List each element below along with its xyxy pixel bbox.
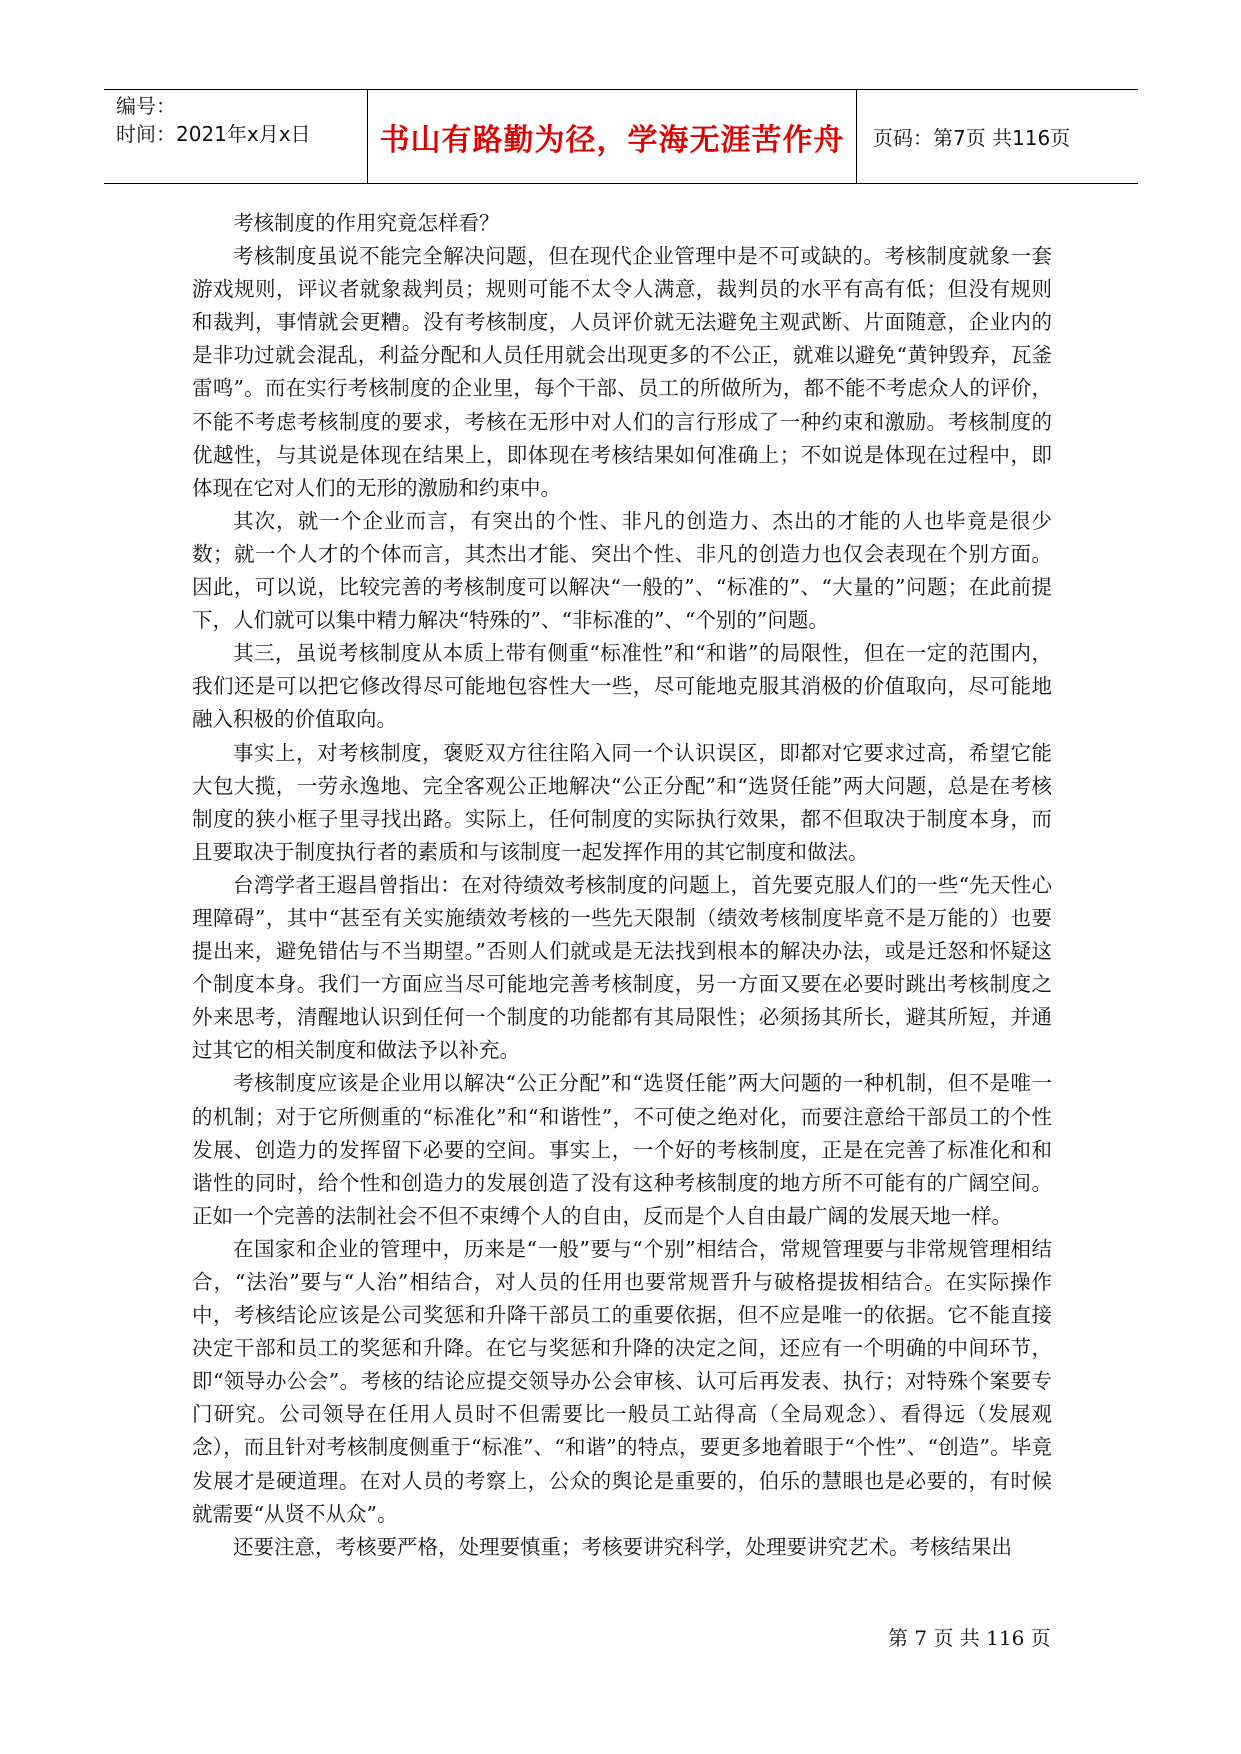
body-paragraph: 还要注意，考核要严格，处理要慎重；考核要讲究科学，处理要讲究艺术。考核结果出 <box>233 1534 1012 1559</box>
header-meta <box>104 90 368 183</box>
header-motto: 书山有路勤为径，学海无涯苦作舟 <box>368 90 857 183</box>
header-page-number: 页码：第7页 共116页 <box>873 126 1071 150</box>
body-paragraph: 台湾学者王遐昌曾指出：在对待绩效考核制度的问题上，首先要克服人们的一些“先天性心理障碍”，其中“甚至有关实施绩效考核的一些先天限制（绩效考核制度毕竟不是万能的）也要提出来，避免错估与不当期望。”否则人们就或是无法找到根本的解决办法，或是迁怒和怀疑这个制度本身。我们一方面应当尽可能地完善考核制度，另一方面又要在必要时跳出考核制度之外来思考，清醒地认识到任何一个制度的功能都有其局限性；必须扬其所长，避其所短，并通过其它的相关制度和做法予以补充。 <box>192 872 1052 1063</box>
page-footer-number: 第 7 页 共 116 页 <box>888 1626 1051 1650</box>
body-paragraph: 考核制度应该是企业用以解决“公正分配”和“选贤任能”两大问题的一种机制，但不是唯一的机制；对于它所侧重的“标准化”和“和谐性”，不可使之绝对化，而要注意给干部员工的个性发展、创造力的发挥留下必要的空间。事实上，一个好的考核制度，正是在完善了标准化和和谐性的同时，给个性和创造力的发展创造了没有这种考核制度的地方所不可能有的广阔空间。正如一个完善的法制社会不但不束缚个人的自由，反而是个人自由最广阔的发展天地一样。 <box>192 1071 1052 1228</box>
body-paragraph: 事实上，对考核制度，褒贬双方往往陷入同一个认识误区，即都对它要求过高，希望它能大包大揽，一劳永逸地、完全客观公正地解决“公正分配”和“选贤任能”两大问题，总是在考核制度的狭小框子里寻找出路。实际上，任何制度的实际执行效果，都不但取决于制度本身，而且要取决于制度执行者的素质和与该制度一起发挥作用的其它制度和做法。 <box>192 740 1052 864</box>
body-paragraph: 考核制度的作用究竟怎样看？ <box>233 211 500 235</box>
document-body <box>192 207 1052 1564</box>
body-paragraph: 其次，就一个企业而言，有突出的个性、非凡的创造力、杰出的才能的人也毕竟是很少数；就一个人才的个体而言，其杰出才能、突出个性、非凡的创造力也仅会表现在个别方面。因此，可以说，比较完善的考核制度可以解决“一般的”、“标准的”、“大量的”问题；在此前提下，人们就可以集中精力解决“特殊的”、“非标准的”、“个别的”问题。 <box>192 508 1052 633</box>
body-paragraph: 其三，虽说考核制度从本质上带有侧重“标准性”和“和谐”的局限性，但在一定的范围内，我们还是可以把它修改得尽可能地包容性大一些，尽可能地克服其消极的价值取向，尽可能地融入积极的价值取向。 <box>192 641 1052 732</box>
document-time-label: 时间：2021年x月x日 <box>116 122 311 146</box>
body-paragraph: 在国家和企业的管理中，历来是“一般”要与“个别”相结合，常规管理要与非常规管理相结合，“法治”要与“人治”相结合，对人员的任用也要常规晋升与破格提拔相结合。在实际操作中，考核结论应该是公司奖惩和升降干部员工的重要依据，但不应是唯一的依据。它不能直接决定干部和员工的奖惩和升降。在它与奖惩和升降的决定之间，还应有一个明确的中间环节，即“领导办公会”。考核的结论应提交领导办公会审核、认可后再发表、执行；对特殊个案要专门研究。公司领导在任用人员时不但需要比一般员工站得高（全局观念）、看得远（发展观念），而且针对考核制度侧重于“标准”、“和谐”的特点，要更多地着眼于“个性”、“创造”。毕竟发展才是硬道理。在对人员的考察上，公众的舆论是重要的，伯乐的慧眼也是必要的，有时候就需要“从贤不从众”。 <box>192 1236 1052 1526</box>
document-number-label: 编号： <box>116 94 176 118</box>
page-header <box>104 89 1138 184</box>
body-paragraph: 考核制度虽说不能完全解决问题，但在现代企业管理中是不可或缺的。考核制度就象一套游戏规则，评议者就象裁判员；规则可能不太令人满意，裁判员的水平有高有低；但没有规则和裁判，事情就会更糟。没有考核制度，人员评价就无法避免主观武断、片面随意，企业内的是非功过就会混乱，利益分配和人员任用就会出现更多的不公正，就难以避免“黄钟毁弃，瓦釜雷鸣”。而在实行考核制度的企业里，每个干部、员工的所做所为，都不能不考虑众人的评价，不能不考虑考核制度的要求，考核在无形中对人们的言行形成了一种约束和激励。考核制度的优越性，与其说是体现在结果上，即体现在考核结果如何准确上；不如说是体现在过程中，即体现在它对人们的无形的激励和约束中。 <box>192 244 1052 500</box>
